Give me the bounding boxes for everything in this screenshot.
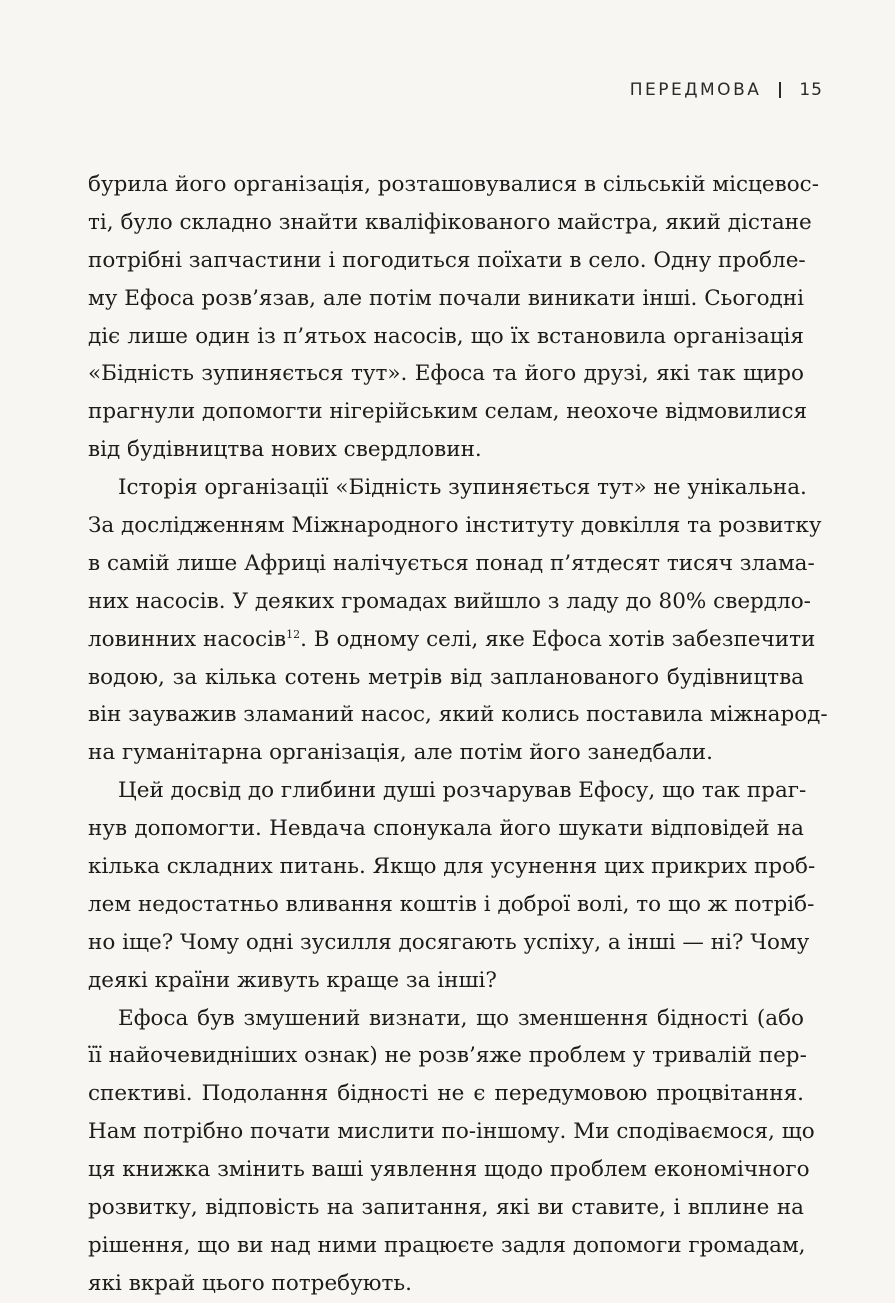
section-title: ПЕРЕДМОВА — [629, 80, 762, 100]
text-line: її найочевидніших ознак) не розв’яже проблем у тривалій пер- — [88, 1043, 807, 1069]
text-line: потрібні запчастини і погодиться поїхати в село. Одну пробле- — [88, 247, 806, 273]
text-line: нув допомогти. Невдача спонукала його шукати відповідей на — [88, 816, 804, 842]
text-line: діє лише один із п’ятьох насосів, що їх встановила організація — [88, 323, 804, 349]
text-line: прагнули допомогти нігерійським селам, неохоче відмовилися — [88, 399, 808, 425]
text-line: ті, було складно знайти кваліфікованого майстра, який дістане — [88, 209, 812, 235]
text-line: водою, за кілька сотень метрів від запланованого будівництва — [88, 664, 804, 690]
text-line: в самій лише Африці налічується понад п’ятдесят тисяч злама- — [88, 550, 815, 576]
text-line: від будівництва нових свердловин. — [88, 437, 482, 463]
text-line: ця книжка змінить ваші уявлення щодо проблем економічного — [88, 1157, 810, 1183]
text-line: розвитку, відповість на запитання, які ви ставите, і вплине на — [88, 1195, 804, 1221]
text-line: Історія організації «Бідність зупиняється тут» не унікальна. — [118, 475, 807, 501]
text-line: він зауважив зламаний насос, який колись поставила міжнарод- — [88, 702, 828, 728]
text-line: лем недостатньо вливання коштів і доброї волі, то що ж потріб- — [88, 891, 815, 917]
text-fragment: ловинних насосів — [88, 626, 287, 652]
header-separator — [779, 82, 781, 98]
text-fragment: . В одному селі, яке Ефоса хотів забезпечити — [300, 626, 816, 652]
text-line: Цей досвід до глибини душі розчарував Ефосу, що так праг- — [118, 778, 807, 804]
text-line: бурила його організація, розташовувалися в сільській місцевос- — [88, 172, 819, 197]
text-line: деякі країни живуть краще за інші? — [88, 967, 497, 993]
text-line: рішення, що ви над ними працюєте задля допомоги громадам, — [88, 1232, 806, 1258]
text-line: Ефоса був змушений визнати, що зменшення бідності (або — [118, 1005, 804, 1031]
text-line: Нам потрібно почати мислити по-іншому. Ми сподіваємося, що — [88, 1119, 815, 1145]
text-line-with-footnote — [88, 621, 816, 659]
text-line: них насосів. У деяких громадах вийшло з ладу до 80% свердло- — [88, 588, 811, 614]
body-text — [88, 166, 828, 1303]
text-line: му Ефоса розв’язав, але потім почали виникати інші. Сьогодні — [88, 285, 804, 311]
text-line: кілька складних питань. Якщо для усунення цих прикрих проб- — [88, 854, 816, 880]
text-line: но іще? Чому одні зусилля досягають успіху, а інші — ні? Чому — [88, 929, 810, 955]
text-line: «Бідність зупиняється тут». Ефоса та його друзі, які так щиро — [88, 361, 804, 387]
text-line: які вкрай цього потребують. — [88, 1270, 412, 1296]
text-line: спективі. Подолання бідності не є передумовою процвітання. — [88, 1081, 804, 1107]
text-line: на гуманітарна організація, але потім його занедбали. — [88, 740, 713, 766]
running-head — [630, 80, 823, 100]
footnote-reference: 12 — [286, 627, 301, 641]
page-number: 15 — [799, 80, 823, 100]
text-line: За дослідженням Міжнародного інституту довкілля та розвитку — [88, 513, 822, 539]
